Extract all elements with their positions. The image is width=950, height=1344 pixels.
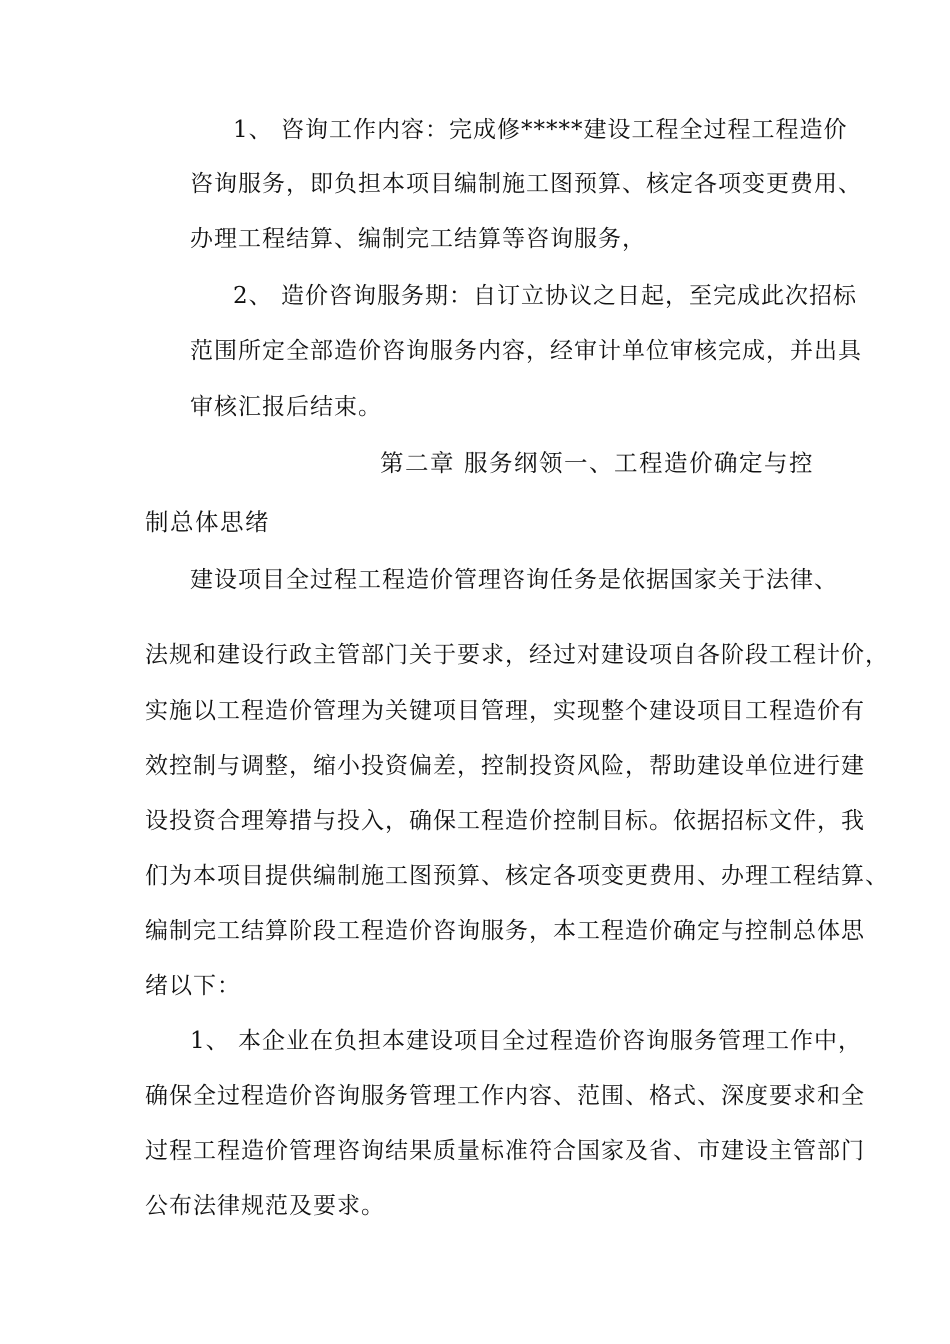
paragraph-line: 咨询服务，即负担本项目编制施工图预算、核定各项变更费用、 bbox=[190, 171, 862, 197]
paragraph-line: 范围所定全部造价咨询服务内容，经审计单位审核完成，并出具 bbox=[190, 338, 862, 364]
paragraph-line: 效控制与调整，缩小投资偏差，控制投资风险，帮助建设单位进行建 bbox=[145, 753, 865, 779]
paragraph-line: 实施以工程造价管理为关键项目管理，实现整个建设项目工程造价有 bbox=[145, 698, 865, 724]
paragraph-line: 办理工程结算、编制完工结算等咨询服务， bbox=[190, 226, 646, 252]
item-1-consulting-content: 1、 咨询工作内容：完成修*****建设工程全过程工程造价 bbox=[233, 117, 848, 143]
item-2-service-period: 2、 造价咨询服务期：自订立协议之日起，至完成此次招标 bbox=[233, 283, 857, 309]
paragraph-line: 设投资合理筹措与投入，确保工程造价控制目标。依据招标文件，我 bbox=[145, 808, 865, 834]
paragraph-line: 绪以下： bbox=[145, 973, 241, 999]
paragraph-line: 公布法律规范及要求。 bbox=[145, 1193, 385, 1219]
paragraph-line: 法规和建设行政主管部门关于要求，经过对建设项自各阶段工程计价， bbox=[145, 642, 889, 668]
paragraph-line: 确保全过程造价咨询服务管理工作内容、范围、格式、深度要求和全 bbox=[145, 1083, 865, 1109]
paragraph-line: 过程工程造价管理咨询结果质量标准符合国家及省、市建设主管部门 bbox=[145, 1138, 865, 1164]
item-1-company-commitment: 1、 本企业在负担本建设项目全过程造价咨询服务管理工作中， bbox=[190, 1028, 862, 1054]
paragraph-line: 建设项目全过程工程造价管理咨询任务是依据国家关于法律、 bbox=[190, 567, 838, 593]
paragraph-line: 们为本项目提供编制施工图预算、核定各项变更费用、办理工程结算、 bbox=[145, 863, 889, 889]
chapter-heading-continued: 制总体思绪 bbox=[145, 508, 270, 536]
paragraph-line: 编制完工结算阶段工程造价咨询服务，本工程造价确定与控制总体思 bbox=[145, 918, 865, 944]
paragraph-line: 审核汇报后结束。 bbox=[190, 394, 382, 420]
chapter-heading: 第二章 服务纲领一、工程造价确定与控 bbox=[380, 449, 814, 477]
